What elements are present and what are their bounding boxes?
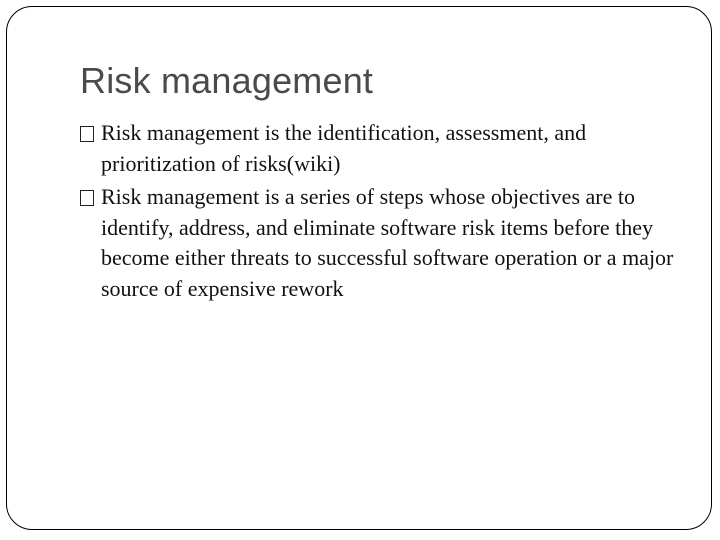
missing-glyph-box-icon: [80, 190, 94, 206]
bullet-item-steps: [80, 182, 680, 304]
slide-title: Risk management: [80, 60, 374, 101]
missing-glyph-box-icon: [80, 126, 94, 142]
bullet-list: [80, 118, 680, 307]
bullet-text: Risk management is the identification, assessment, and prioritization of risks(wiki): [101, 120, 587, 176]
bullet-text: Risk management is a series of steps whose objectives are to identify, address, and eliminate software risk items before they become either threats to successful software operation or a major source of expensive rework: [101, 184, 674, 301]
bullet-item-definition: [80, 118, 680, 179]
